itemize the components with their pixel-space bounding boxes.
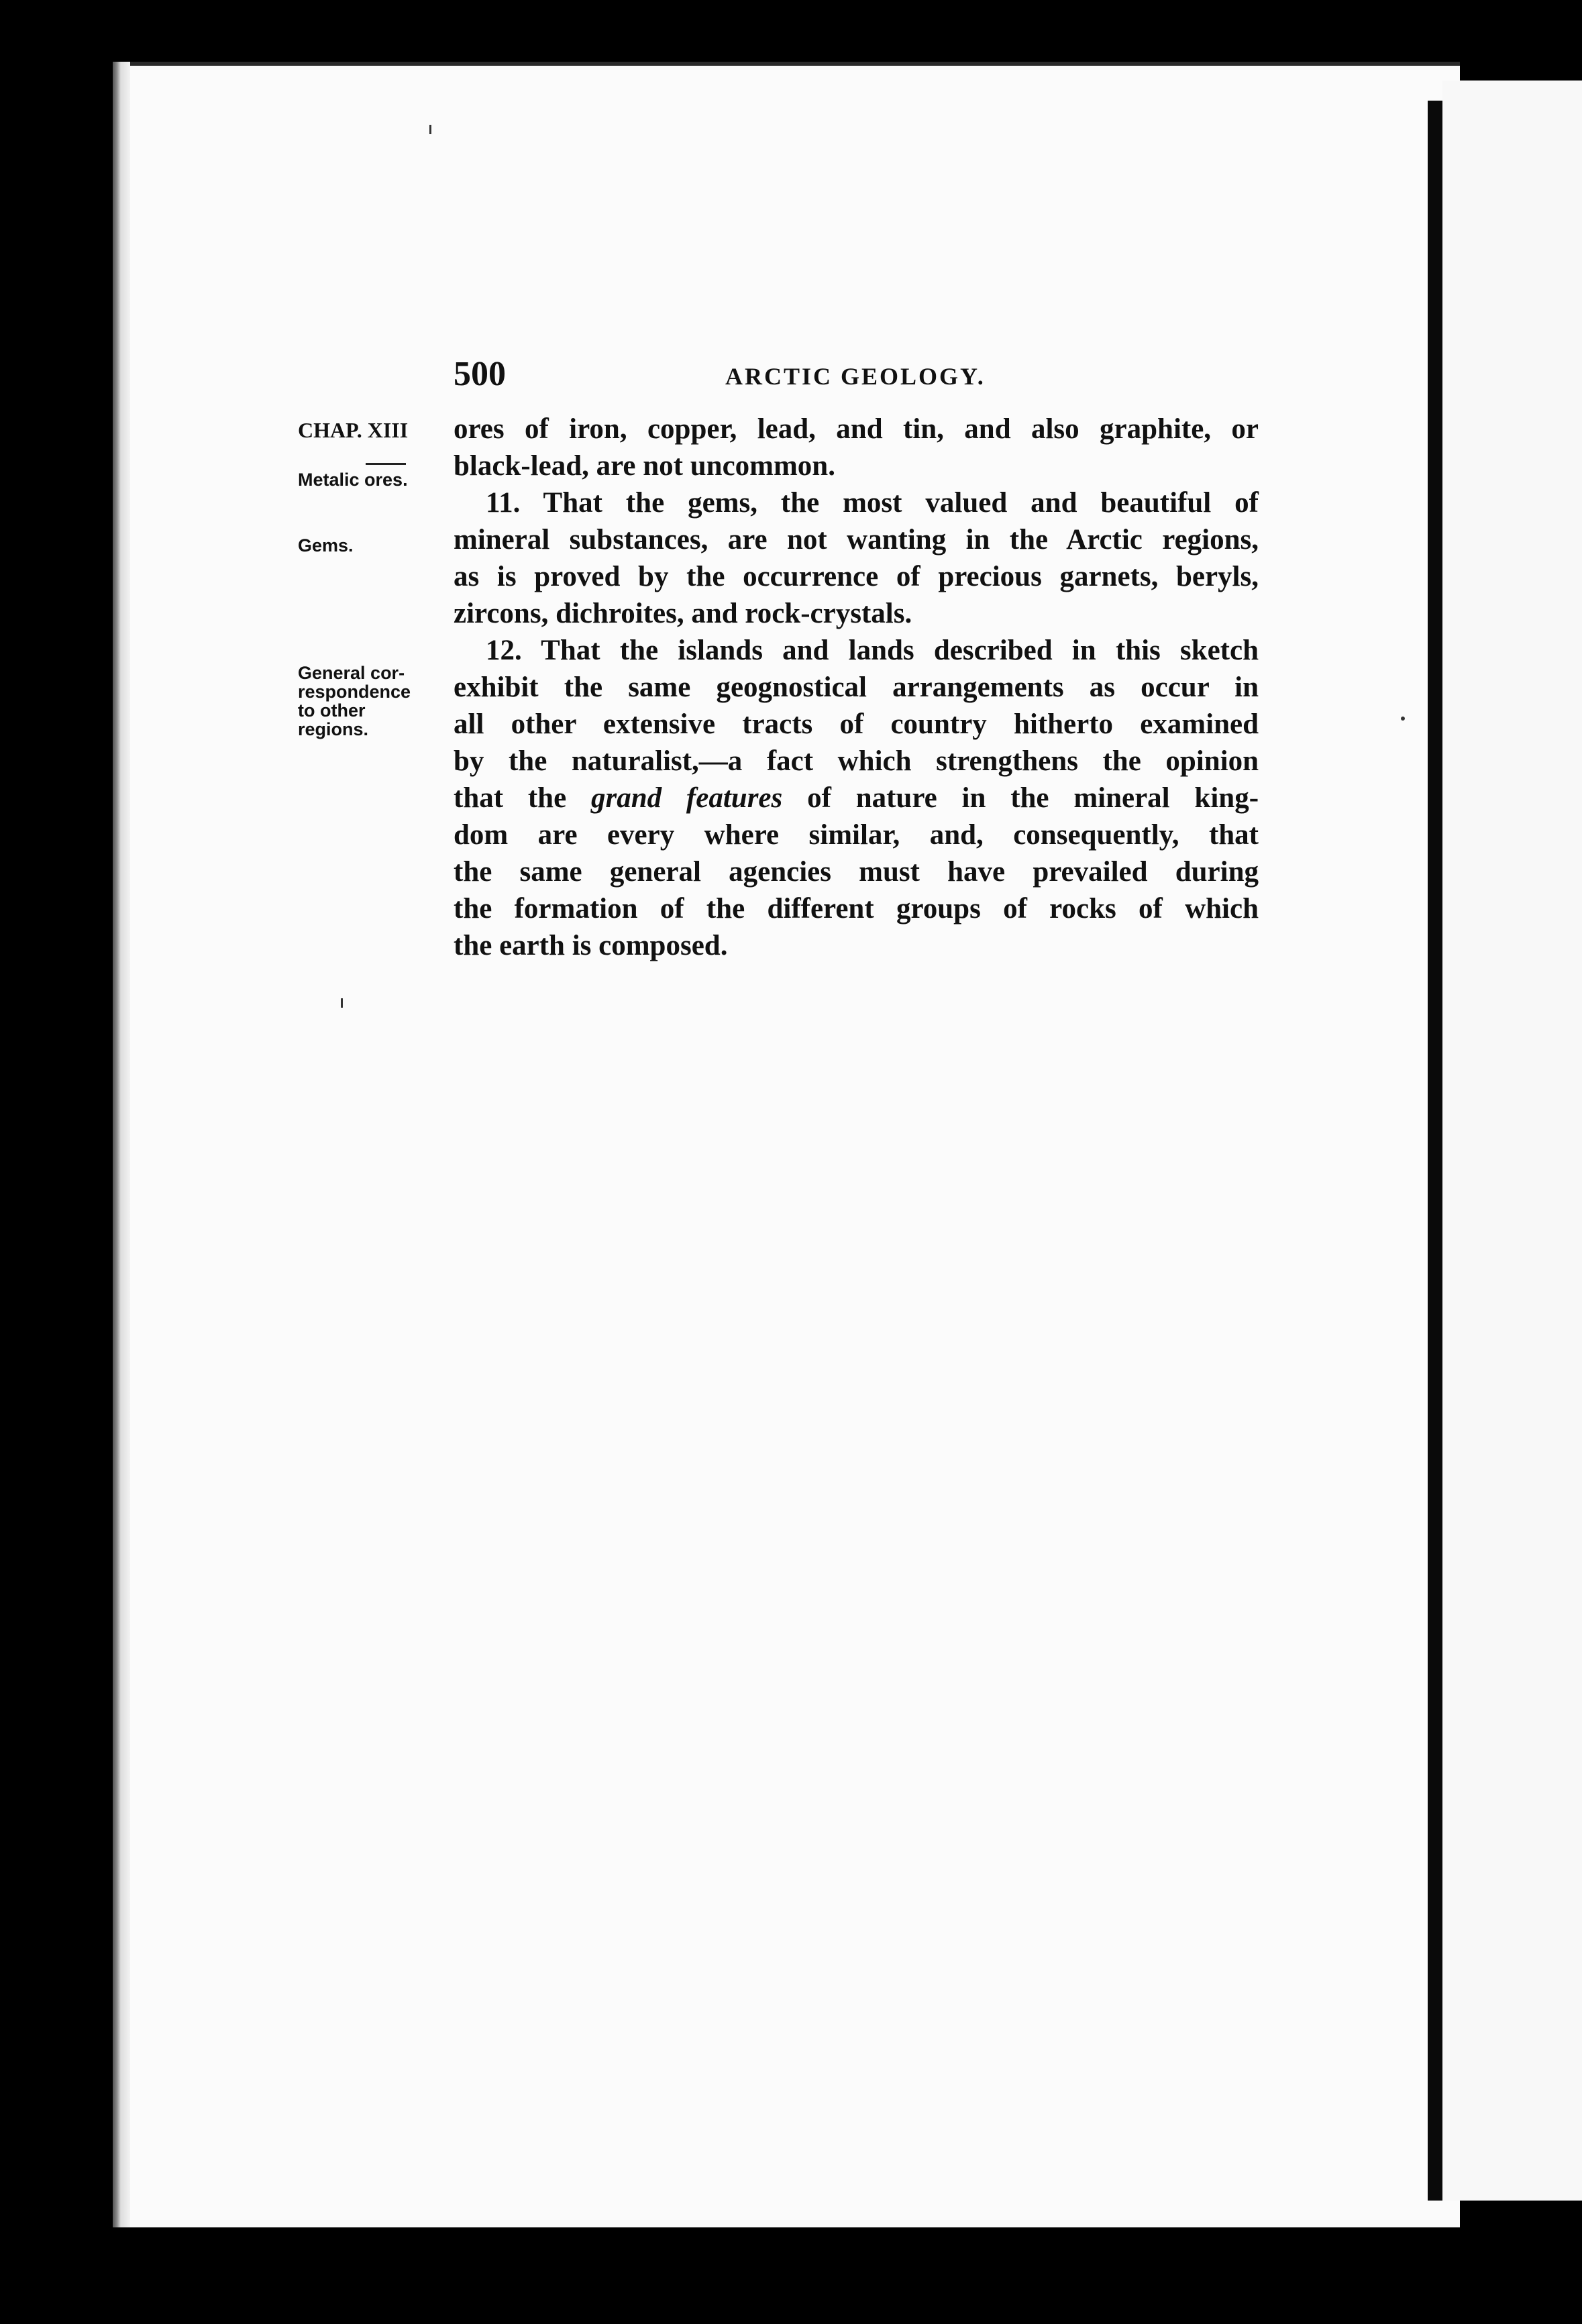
page-number: 500 [454,355,506,393]
scan-speck [429,125,431,134]
text-line: dom are every where similar, and, consequently, that [454,819,1259,851]
book-gutter [1428,101,1442,2201]
page-header [454,354,1259,394]
text-line [454,780,1259,816]
text-line: by the naturalist,—a fact which strengthens the opinion [454,745,1259,777]
text-line: zircons, dichroites, and rock-crystals. [454,598,912,629]
running-head: ARCTIC GEOLOGY. [725,363,986,390]
text-line: ores of iron, copper, lead, and tin, and also graphite, or [454,413,1259,445]
text-line: the formation of the different groups of rocks of which [454,893,1259,925]
italic-phrase: grand features [590,782,783,814]
text-line: mineral substances, are not wanting in the Arctic regions, [454,524,1259,556]
scan-border [0,2227,1582,2324]
margin-note-general-line1: General cor- [298,663,405,683]
text-line: exhibit the same geognostical arrangements as occur in [454,672,1259,703]
margin-rule [366,463,406,465]
text-line: 11. That the gems, the most valued and beautiful of [486,487,1259,519]
text-line: black-lead, are not uncommon. [454,450,835,482]
text-line: 12. That the islands and lands described in this sketch [486,635,1259,666]
text-line: the earth is composed. [454,930,728,961]
text-span: of nature in the mineral king- [782,782,1259,814]
margin-note-gems: Gems. [298,535,354,556]
scan-speck [1401,717,1405,721]
text-line: as is proved by the occurrence of precious garnets, beryls, [454,561,1259,592]
margin-note-general-line4: regions. [298,719,369,739]
margin-note-metalic-ores: Metalic ores. [298,470,408,490]
page-edge [113,62,130,2227]
margin-chapter-label: CHAP. XIII [298,418,409,442]
body-text [454,411,1259,964]
facing-page-edge [1442,81,1582,2201]
text-span: that the [454,782,591,814]
scan-speck [341,998,343,1008]
margin-note-general-line2: respondence [298,682,411,702]
text-line: the same general agencies must have prevailed during [454,856,1259,888]
text-line: all other extensive tracts of country hitherto examined [454,708,1259,740]
margin-note-general-line3: to other [298,700,366,721]
